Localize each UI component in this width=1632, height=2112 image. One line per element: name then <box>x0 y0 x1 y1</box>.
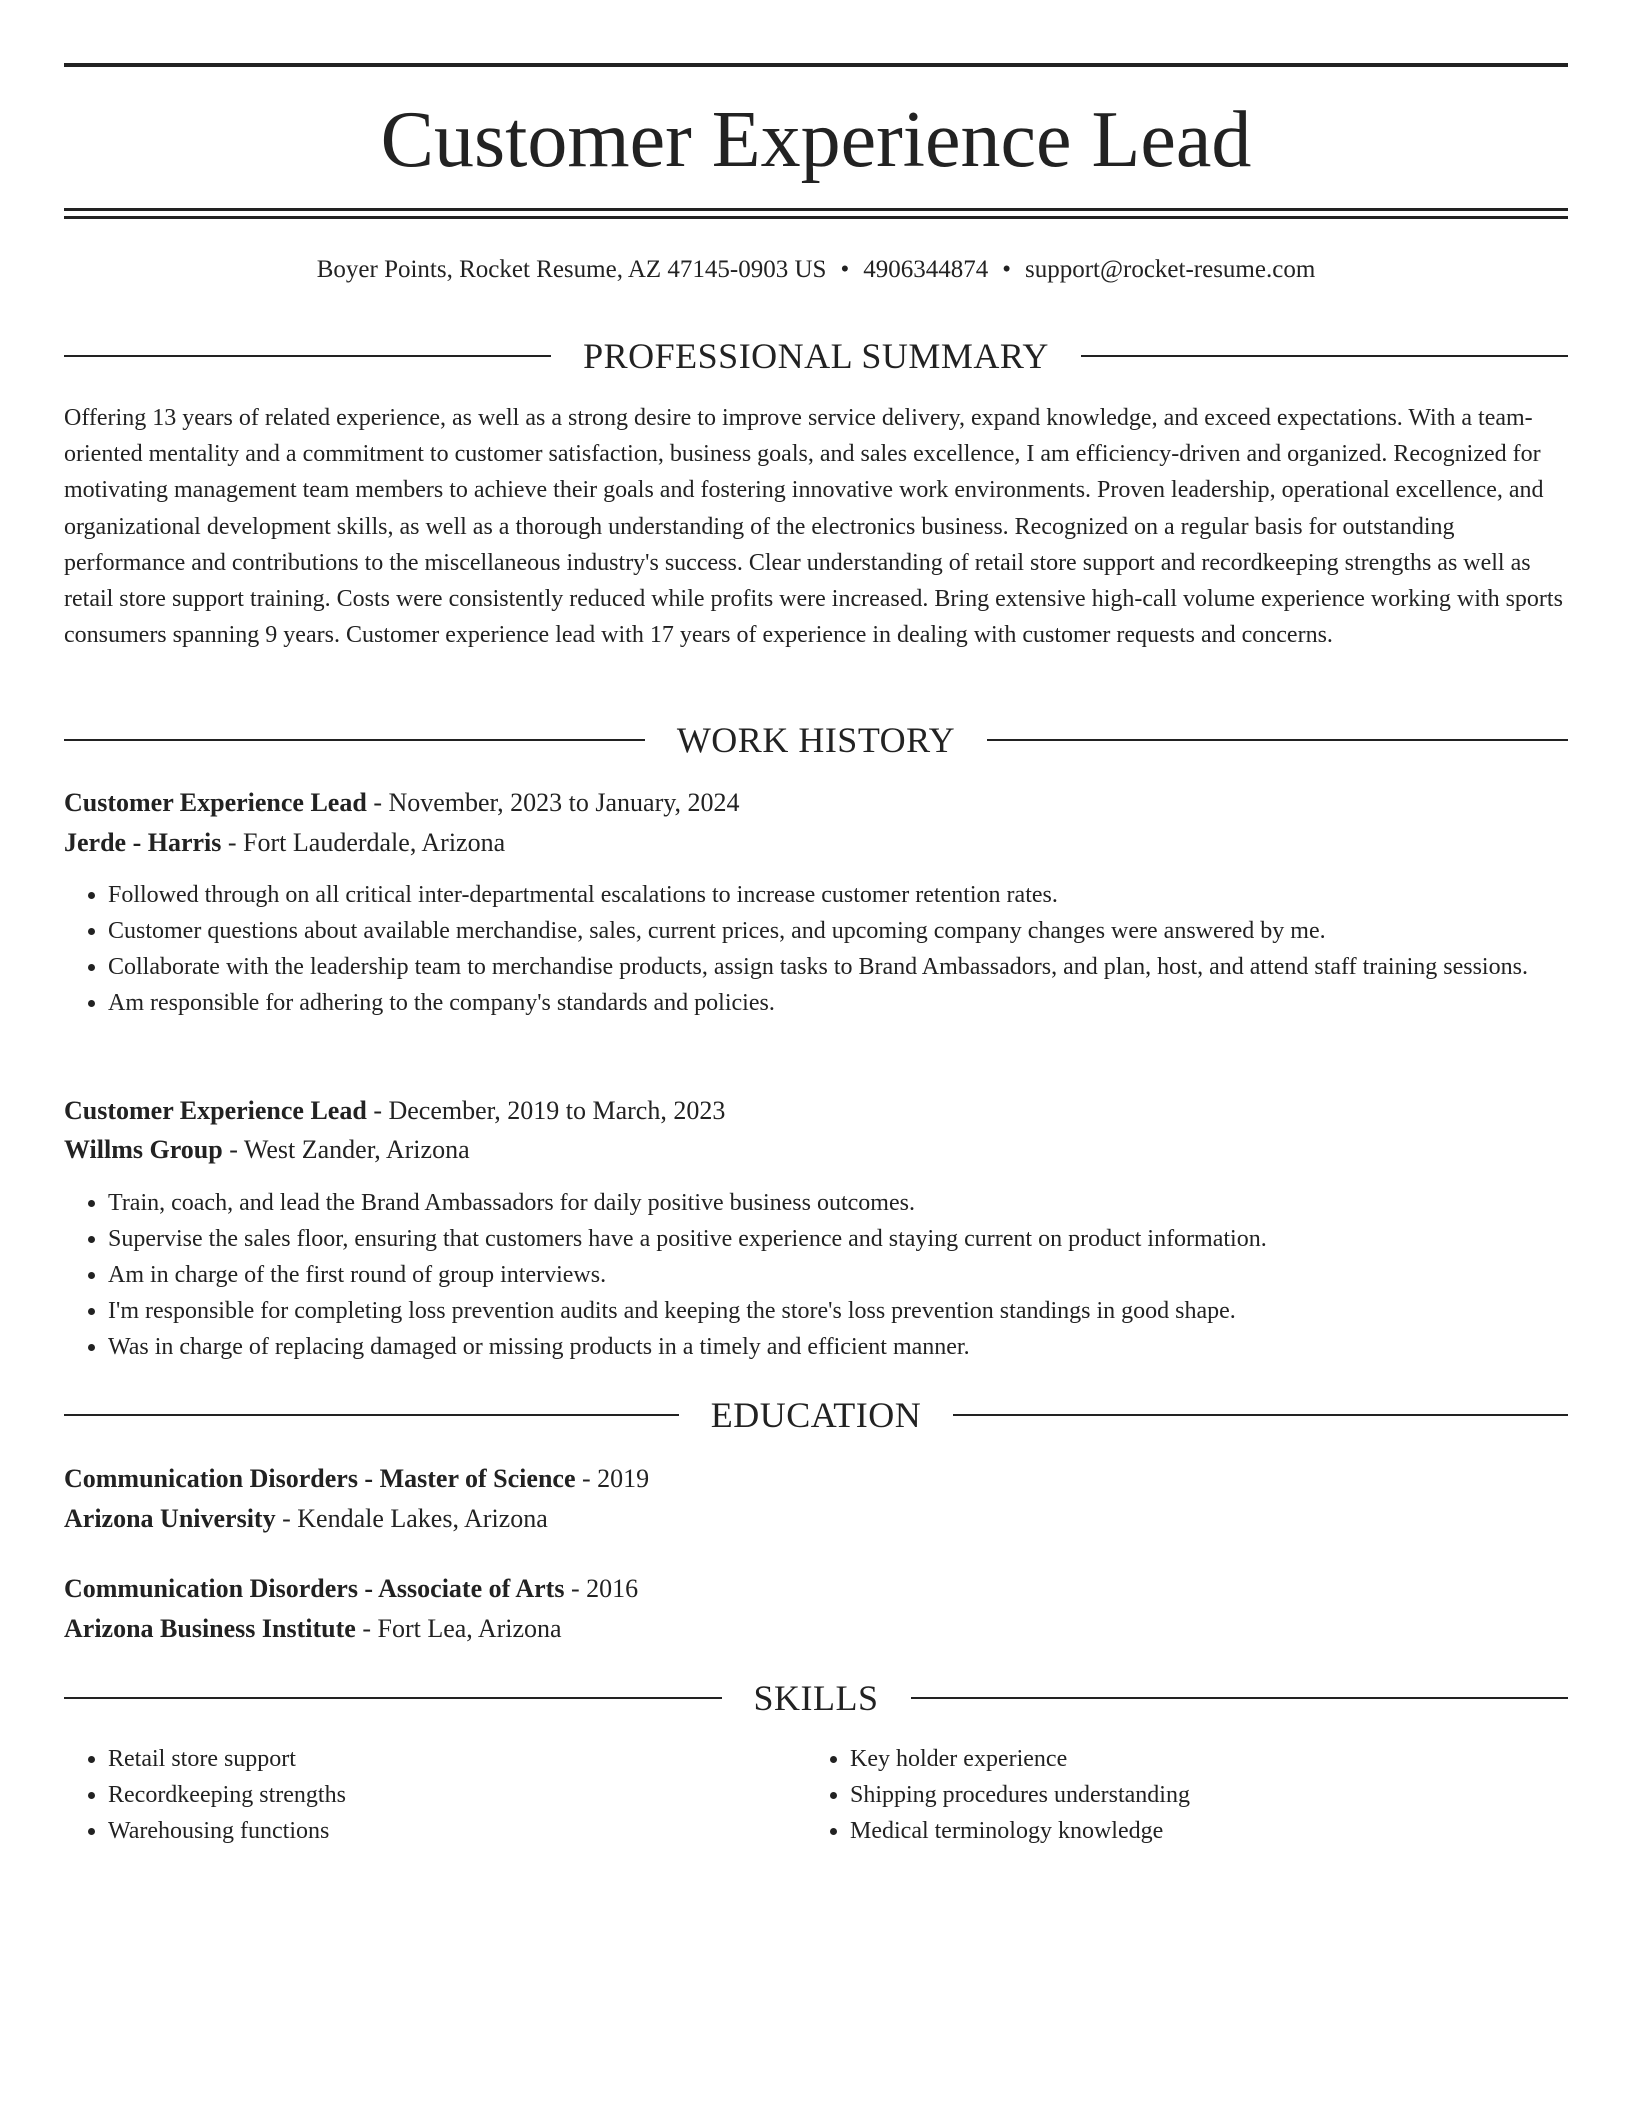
section-title-skills: SKILLS <box>753 1678 879 1718</box>
education-school-line <box>64 1500 1568 1538</box>
job-company-line <box>64 824 1568 862</box>
section-header-work <box>64 718 1568 762</box>
list-item: • Collaborate with the leadership team to merchandise products, assign tasks to Brand Ambassadors, and plan, host, and attend staff training sessions. <box>108 949 1612 985</box>
education-location: - Fort Lea, Arizona <box>355 1614 562 1643</box>
education-school-line <box>64 1610 1568 1648</box>
job-location: - Fort Lauderdale, Arizona <box>221 828 506 857</box>
job-dates: - December, 2019 to March, 2023 <box>366 1096 726 1125</box>
education-location: - Kendale Lakes, Arizona <box>275 1504 548 1533</box>
job-company-line <box>64 1131 1568 1169</box>
contact-phone: 4906344874 <box>863 256 989 283</box>
job-title: Customer Experience Lead <box>64 1096 367 1125</box>
job-title-line <box>64 784 1568 822</box>
skills-list-right <box>806 1741 1550 1849</box>
section-rule-right <box>1081 355 1568 357</box>
contact-separator: • <box>1002 256 1011 283</box>
section-rule-right <box>911 1697 1569 1699</box>
list-item: • Followed through on all critical inter-departmental escalations to increase customer retention rates. <box>108 877 1612 913</box>
list-item: • Supervise the sales floor, ensuring that customers have a positive experience and staying current on product information. <box>108 1221 1612 1257</box>
job-dates: - November, 2023 to January, 2024 <box>366 788 740 817</box>
section-rule-left <box>64 1697 722 1699</box>
job-bullets <box>64 877 1612 1021</box>
skill-item: • Recordkeeping strengths <box>108 1777 808 1813</box>
skill-item: • Medical terminology knowledge <box>850 1813 1550 1849</box>
section-rule-left <box>64 739 645 741</box>
section-rule-left <box>64 1414 679 1416</box>
education-year: - 2019 <box>575 1464 650 1493</box>
resume-title: Customer Experience Lead <box>380 96 1252 184</box>
education-school: Arizona University <box>64 1504 276 1533</box>
job-title-line <box>64 1092 1568 1130</box>
skill-item: • Warehousing functions <box>108 1813 808 1849</box>
list-item: • Was in charge of replacing damaged or missing products in a timely and efficient manner. <box>108 1329 1612 1365</box>
education-year: - 2016 <box>564 1574 639 1603</box>
education-degree: Communication Disorders - Master of Science <box>64 1464 576 1493</box>
section-title-education: EDUCATION <box>710 1395 922 1435</box>
list-item: • Train, coach, and lead the Brand Ambassadors for daily positive business outcomes. <box>108 1185 1612 1221</box>
section-rule-left <box>64 355 551 357</box>
job-bullets <box>64 1185 1612 1365</box>
job-title: Customer Experience Lead <box>64 788 367 817</box>
job-company: Willms Group <box>64 1135 223 1164</box>
list-item: • Am in charge of the first round of group interviews. <box>108 1257 1612 1293</box>
skill-item: • Retail store support <box>108 1741 808 1777</box>
section-header-summary <box>64 334 1568 378</box>
education-degree: Communication Disorders - Associate of Arts <box>64 1574 565 1603</box>
summary-text: Offering 13 years of related experience, as well as a strong desire to improve service delivery, expand knowledge, and exceed expectations. With a team-oriented mentality and a commitment to customer satisfaction, business goals, and sales excellence, I am efficiency-driven and organized. Recognized for motivating management team members to achieve their goals and fostering innovative work environments. Proven leadership, operational excellence, and organizational development skills, as well as a thorough understanding of the electronics business. Recognized on a regular basis for outstanding performance and contributions to the miscellaneous industry's success. Clear understanding of retail store support and recordkeeping strengths as well as retail store support training. Costs were consistently reduced while profits were increased. Bring extensive high-call volume experience working with sports consumers spanning 9 years. Customer experience lead with 17 years of experience in dealing with customer requests and concerns. <box>64 405 1563 649</box>
education-degree-line <box>64 1570 1568 1608</box>
education-degree-line <box>64 1460 1568 1498</box>
list-item: • I'm responsible for completing loss prevention audits and keeping the store's loss prevention standings in good shape. <box>108 1293 1612 1329</box>
education-school: Arizona Business Institute <box>64 1614 356 1643</box>
contact-separator: • <box>840 256 850 283</box>
section-header-skills <box>64 1676 1568 1720</box>
contact-email: support@rocket-resume.com <box>1024 256 1316 283</box>
skill-item: • Key holder experience <box>850 1741 1550 1777</box>
section-rule-right <box>953 1414 1568 1416</box>
list-item: • Customer questions about available merchandise, sales, current prices, and upcoming company changes were answered by me. <box>108 913 1612 949</box>
contact-address: Boyer Points, Rocket Resume, AZ 47145-0903 US <box>316 256 827 283</box>
skill-item: • Shipping procedures understanding <box>850 1777 1550 1813</box>
section-title-summary: PROFESSIONAL SUMMARY <box>583 336 1049 376</box>
section-header-education <box>64 1393 1568 1437</box>
contact-line <box>64 252 1568 288</box>
section-title-work: WORK HISTORY <box>676 720 956 760</box>
header-double-rule-upper <box>64 208 1568 211</box>
section-rule-right <box>987 739 1568 741</box>
list-item: • Am responsible for adhering to the company's standards and policies. <box>108 985 1612 1021</box>
job-company: Jerde - Harris <box>64 828 222 857</box>
header-top-rule <box>64 63 1568 67</box>
job-location: - West Zander, Arizona <box>222 1135 470 1164</box>
header-double-rule-lower <box>64 216 1568 219</box>
skills-list-left <box>64 1741 808 1849</box>
